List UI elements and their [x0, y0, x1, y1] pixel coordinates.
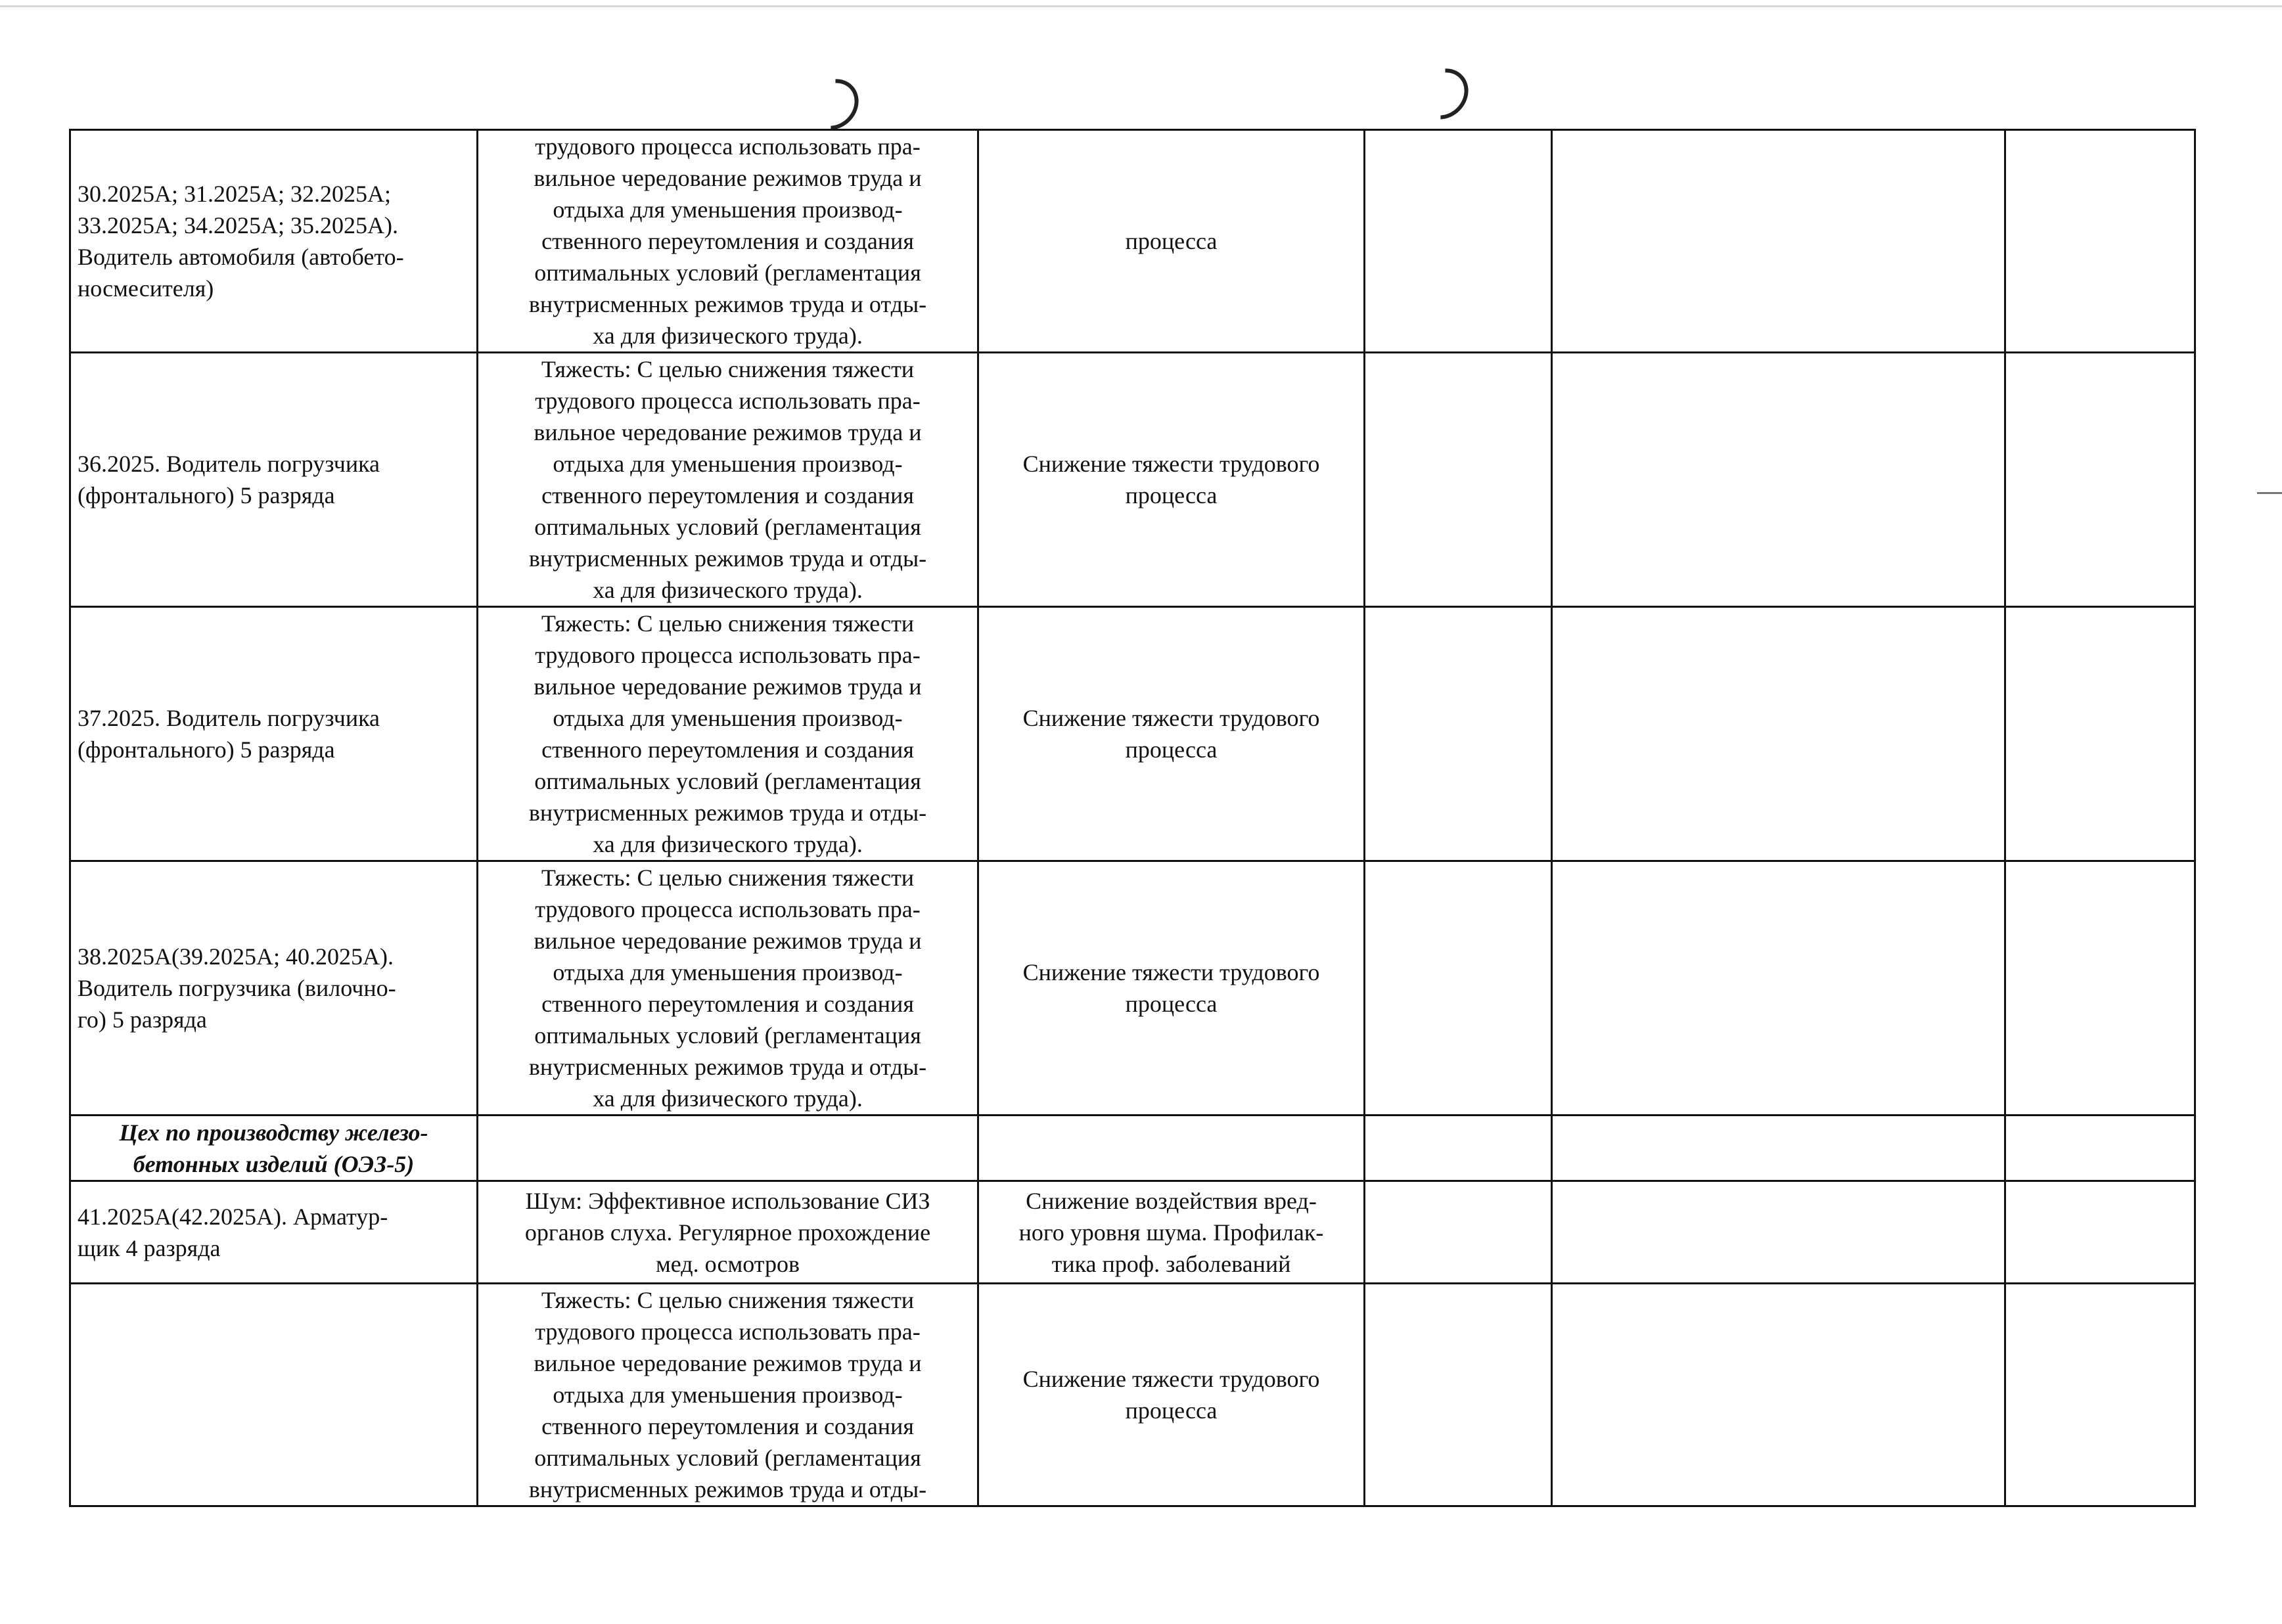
- measure-cell: трудового процесса использовать пра- вильное чередование режимов труда и отдыха для уменьшения производ- ственного переутомления и создания оптимальных условий (регламентация внутрисменных режимов труда и отды- ха для физического труда).: [478, 130, 978, 353]
- empty-cell: [1365, 1284, 1552, 1506]
- empty-cell: [1552, 130, 2005, 353]
- measure-cell: Шум: Эффективное использование СИЗ органов слуха. Регулярное прохождение мед. осмотров: [478, 1181, 978, 1284]
- measure-cell: Тяжесть: С целью снижения тяжести трудового процесса использовать пра- вильное чередование режимов труда и отдыха для уменьшения производ- ственного переутомления и создания оптимальных условий (регламентация внутрисменных режимов труда и отды- ха для физического труда).: [478, 607, 978, 861]
- measure-cell: Тяжесть: С целью снижения тяжести трудового процесса использовать пра- вильное чередование режимов труда и отдыха для уменьшения производ- ственного переутомления и создания оптимальных условий (регламентация внутрисменных режимов труда и отды- ха для физического труда).: [478, 861, 978, 1116]
- empty-cell: [2005, 607, 2195, 861]
- workplace-cell: 38.2025А(39.2025А; 40.2025А). Водитель погрузчика (вилочно- го) 5 разряда: [70, 861, 478, 1116]
- empty-cell: [1552, 353, 2005, 607]
- workplace-cell: 30.2025А; 31.2025А; 32.2025А; 33.2025А; 34.2025А; 35.2025А). Водитель автомобиля (автобето- носмесителя): [70, 130, 478, 353]
- workplace-cell: 36.2025. Водитель погрузчика (фронтального) 5 разряда: [70, 353, 478, 607]
- section-title: Цех по производству железо- бетонных изделий (ОЭЗ-5): [70, 1116, 478, 1181]
- empty-cell: [2005, 1284, 2195, 1506]
- table-row: [70, 130, 2195, 353]
- empty-cell: [1365, 1181, 1552, 1284]
- empty-cell: [2005, 861, 2195, 1116]
- table-row: [70, 861, 2195, 1116]
- empty-cell: [1552, 607, 2005, 861]
- empty-cell: [1552, 1116, 2005, 1181]
- table-row: [70, 607, 2195, 861]
- section-row: [70, 1116, 2195, 1181]
- empty-cell: [1365, 353, 1552, 607]
- workplace-cell: [70, 1284, 478, 1506]
- goal-cell: процесса: [978, 130, 1365, 353]
- table-row: [70, 353, 2195, 607]
- scan-edge-line: [0, 5, 2282, 7]
- goal-cell: Снижение тяжести трудового процесса: [978, 607, 1365, 861]
- margin-mark: [2257, 492, 2282, 494]
- goal-cell: Снижение воздействия вред- ного уровня шума. Профилак- тика проф. заболеваний: [978, 1181, 1365, 1284]
- empty-cell: [2005, 1116, 2195, 1181]
- measure-cell: Тяжесть: С целью снижения тяжести трудового процесса использовать пра- вильное чередование режимов труда и отдыха для уменьшения производ- ственного переутомления и создания оптимальных условий (регламентация внутрисменных режимов труда и отды-: [478, 1284, 978, 1506]
- empty-cell: [478, 1116, 978, 1181]
- empty-cell: [1552, 1284, 2005, 1506]
- workplace-cell: 41.2025А(42.2025А). Арматур- щик 4 разряда: [70, 1181, 478, 1284]
- empty-cell: [2005, 1181, 2195, 1284]
- empty-cell: [2005, 130, 2195, 353]
- goal-cell: Снижение тяжести трудового процесса: [978, 353, 1365, 607]
- empty-cell: [1365, 1116, 1552, 1181]
- table-row: [70, 1181, 2195, 1284]
- empty-cell: [1365, 607, 1552, 861]
- measures-table: [69, 129, 2196, 1507]
- goal-cell: Снижение тяжести трудового процесса: [978, 861, 1365, 1116]
- empty-cell: [1365, 861, 1552, 1116]
- empty-cell: [1365, 130, 1552, 353]
- measure-cell: Тяжесть: С целью снижения тяжести трудового процесса использовать пра- вильное чередование режимов труда и отдыха для уменьшения производ- ственного переутомления и создания оптимальных условий (регламентация внутрисменных режимов труда и отды- ха для физического труда).: [478, 353, 978, 607]
- empty-cell: [1552, 861, 2005, 1116]
- empty-cell: [2005, 353, 2195, 607]
- binder-hole-mark: [1407, 58, 1479, 130]
- empty-cell: [1552, 1181, 2005, 1284]
- goal-cell: Снижение тяжести трудового процесса: [978, 1284, 1365, 1506]
- empty-cell: [978, 1116, 1365, 1181]
- table-row: [70, 1284, 2195, 1506]
- workplace-cell: 37.2025. Водитель погрузчика (фронтального) 5 разряда: [70, 607, 478, 861]
